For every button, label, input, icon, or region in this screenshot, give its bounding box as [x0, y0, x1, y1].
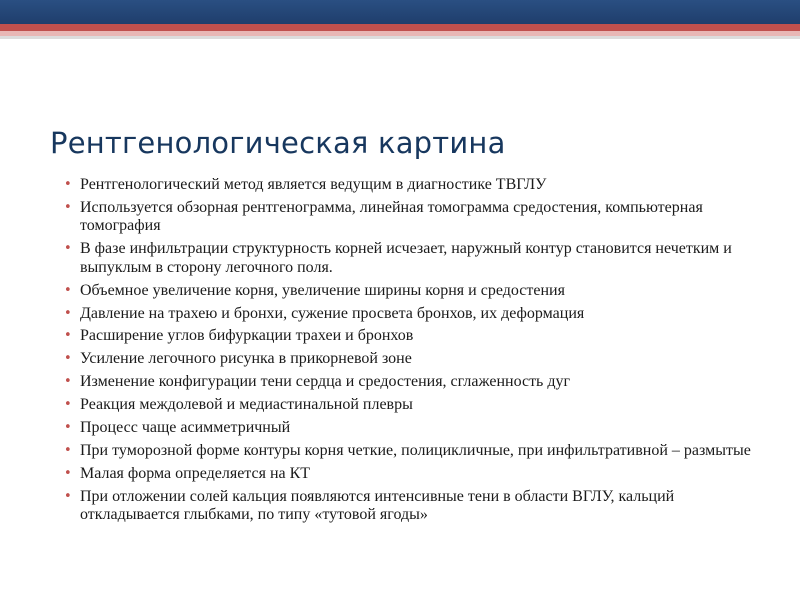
bullet-item: • Усиление легочного рисунка в прикорневой зоне	[64, 350, 764, 369]
bullet-item: • Используется обзорная рентгенограмма, линейная томограмма средостения, компьютерная томография	[64, 199, 764, 236]
bullet-item: • При отложении солей кальция появляются интенсивные тени в области ВГЛУ, кальций откладывается глыбками, по типу «тутовой ягоды»	[64, 488, 764, 525]
header-band	[0, 0, 800, 24]
bullet-item: • Расширение углов бифуркации трахеи и бронхов	[64, 327, 764, 346]
bullet-item: • При туморозной форме контуры корня четкие, полицикличные, при инфильтративной – размытые	[64, 442, 764, 461]
bullet-list	[64, 176, 764, 529]
bullet-item: • Объемное увеличение корня, увеличение ширины корня и средостения	[64, 282, 764, 301]
header-gray-stripe	[0, 36, 800, 39]
bullet-item: • В фазе инфильтрации структурность корней исчезает, наружный контур становится нечетким и выпуклым в сторону легочного поля.	[64, 240, 764, 277]
bullet-item: • Реакция междолевой и медиастинальной плевры	[64, 396, 764, 415]
bullet-item: • Рентгенологический метод является ведущим в диагностике ТВГЛУ	[64, 176, 764, 195]
bullet-item: • Процесс чаще асимметричный	[64, 419, 764, 438]
header-accent-stripe	[0, 24, 800, 31]
bullet-item: • Малая форма определяется на КТ	[64, 465, 764, 484]
bullet-item: • Изменение конфигурации тени сердца и средостения, сглаженность дуг	[64, 373, 764, 392]
bullet-item: • Давление на трахею и бронхи, сужение просвета бронхов, их деформация	[64, 305, 764, 324]
slide-title: Рентгенологическая картина	[50, 126, 506, 160]
